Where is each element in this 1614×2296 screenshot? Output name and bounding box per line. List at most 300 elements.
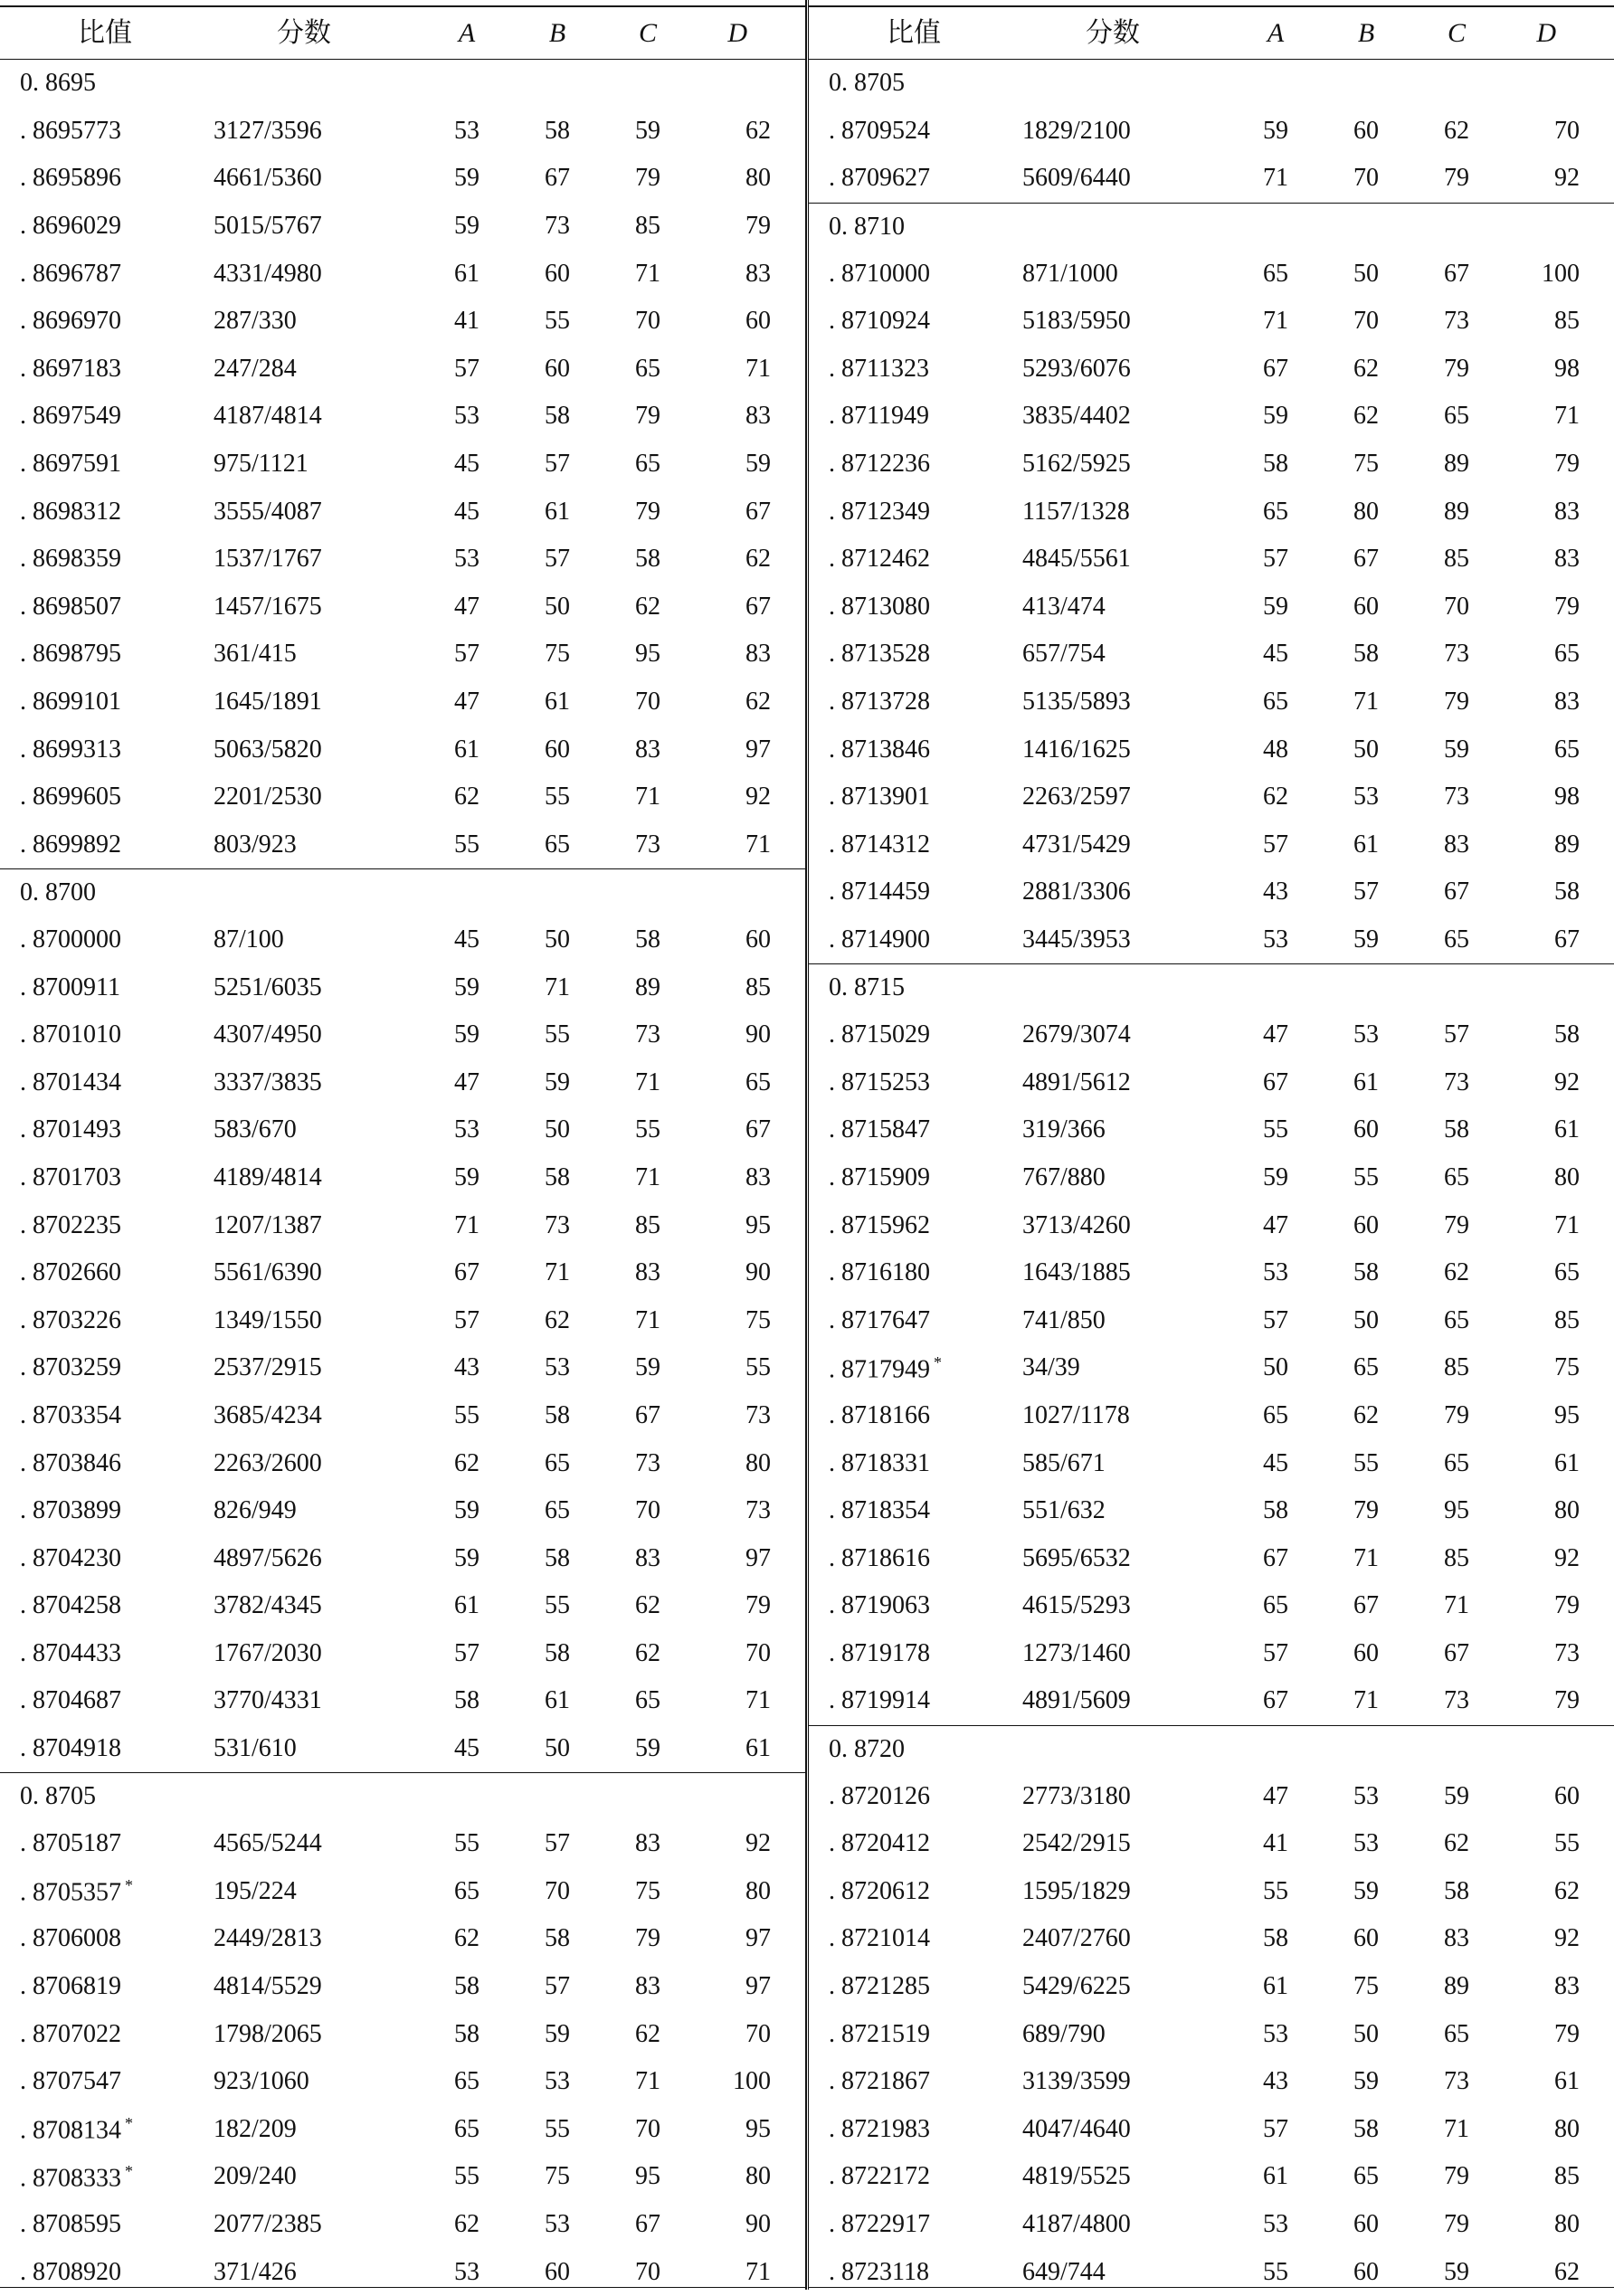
ratio-cell xyxy=(0,1067,214,1096)
b-cell: 70 xyxy=(1353,307,1379,336)
d-cell: 83 xyxy=(1554,497,1580,526)
table-row xyxy=(0,108,805,156)
a-cell: 45 xyxy=(454,450,479,479)
group-header-row xyxy=(809,963,1614,1011)
table-row xyxy=(0,441,805,489)
ratio-cell xyxy=(0,356,214,382)
d-cell: 58 xyxy=(1554,878,1580,906)
a-cell: 59 xyxy=(1263,116,1288,145)
a-cell: 57 xyxy=(1263,830,1288,859)
ratio-value: . 8721867 xyxy=(829,2067,930,2096)
header-row xyxy=(809,7,1614,60)
b-cell: 58 xyxy=(545,1162,570,1191)
d-cell: 83 xyxy=(1554,688,1580,716)
a-cell: 65 xyxy=(1263,688,1288,716)
group-label: 0. 8720 xyxy=(829,1734,905,1763)
b-cell: 60 xyxy=(545,2257,570,2286)
d-cell: 71 xyxy=(1554,1210,1580,1239)
d-cell: 92 xyxy=(1554,1067,1580,1096)
b-cell: 60 xyxy=(545,735,570,764)
table-row xyxy=(809,1439,1614,1487)
ratio-cell xyxy=(809,1400,1022,1429)
d-cell: 92 xyxy=(1554,164,1580,193)
b-cell: 59 xyxy=(1353,2067,1379,2096)
d-cell: 90 xyxy=(745,2210,771,2239)
ratio-value: . 8706819 xyxy=(20,1972,121,2001)
fraction-cell: 4615/5293 xyxy=(1022,1591,1131,1620)
ratio-value: . 8700000 xyxy=(20,925,121,954)
table-row xyxy=(0,1677,805,1725)
b-cell: 60 xyxy=(1353,116,1379,145)
fraction-cell: 3337/3835 xyxy=(214,1067,322,1096)
b-cell: 59 xyxy=(545,2019,570,2048)
ratio-cell xyxy=(0,1877,214,1905)
c-cell: 79 xyxy=(1444,2162,1469,2191)
a-cell: 47 xyxy=(454,688,479,716)
group-label: 0. 8705 xyxy=(829,69,905,98)
ratio-value: . 8720126 xyxy=(829,1781,930,1810)
d-cell: 79 xyxy=(1554,592,1580,621)
fraction-cell: 3555/4087 xyxy=(214,497,322,526)
ratio-cell xyxy=(0,1638,214,1667)
d-cell: 65 xyxy=(1554,1258,1580,1287)
c-cell: 83 xyxy=(1444,830,1469,859)
a-cell: 55 xyxy=(454,2162,479,2191)
a-cell: 57 xyxy=(454,1305,479,1334)
group-header-row xyxy=(0,1772,805,1820)
left-panel-body xyxy=(0,60,805,2296)
a-cell: 59 xyxy=(454,1162,479,1191)
c-cell: 67 xyxy=(1444,259,1469,288)
ratio-value: . 8711323 xyxy=(829,354,929,383)
table-row xyxy=(0,821,805,869)
fraction-cell: 1349/1550 xyxy=(214,1305,322,1334)
ratio-value: . 8695773 xyxy=(20,116,121,145)
b-cell: 50 xyxy=(1353,2019,1379,2048)
table-row xyxy=(0,1392,805,1440)
table-row xyxy=(809,1677,1614,1725)
d-cell: 83 xyxy=(745,640,771,669)
table-row xyxy=(0,1868,805,1916)
ratio-value: . 8695896 xyxy=(20,164,121,193)
fraction-cell: 4891/5609 xyxy=(1022,1686,1131,1715)
b-cell: 55 xyxy=(545,2114,570,2143)
a-cell: 71 xyxy=(1263,164,1288,193)
ratio-value: . 8703259 xyxy=(20,1353,121,1382)
bottom-rule xyxy=(809,2287,1614,2289)
d-cell: 85 xyxy=(745,972,771,1001)
table-row xyxy=(0,1725,805,1773)
ratio-value: . 8704918 xyxy=(20,1734,121,1763)
a-cell: 53 xyxy=(1263,2019,1288,2048)
fraction-cell: 2773/3180 xyxy=(1022,1781,1131,1810)
c-cell: 83 xyxy=(635,1829,660,1858)
c-cell: 62 xyxy=(635,1638,660,1667)
ratio-value: . 8723118 xyxy=(829,2257,929,2286)
a-cell: 65 xyxy=(1263,497,1288,526)
c-cell: 67 xyxy=(635,1400,660,1429)
b-cell: 67 xyxy=(1353,545,1379,574)
ratio-value: . 8705187 xyxy=(20,1829,121,1858)
ratio-cell xyxy=(809,1781,1022,1810)
d-cell: 85 xyxy=(1554,1305,1580,1334)
a-cell: 53 xyxy=(454,2257,479,2286)
ratio-cell xyxy=(809,1117,1022,1143)
ratio-cell xyxy=(0,2115,214,2143)
a-cell: 55 xyxy=(1263,1115,1288,1144)
b-cell: 55 xyxy=(545,1591,570,1620)
a-cell: 53 xyxy=(1263,1258,1288,1287)
a-cell: 53 xyxy=(454,545,479,574)
fraction-cell: 361/415 xyxy=(214,640,297,669)
table-row xyxy=(809,1963,1614,2011)
fraction-cell: 5561/6390 xyxy=(214,1258,322,1287)
b-cell: 67 xyxy=(545,164,570,193)
ratio-cell xyxy=(809,737,1022,763)
d-cell: 95 xyxy=(745,2114,771,2143)
fraction-cell: 2881/3306 xyxy=(1022,878,1131,906)
a-cell: 45 xyxy=(1263,640,1288,669)
b-cell: 60 xyxy=(545,259,570,288)
a-cell: 53 xyxy=(1263,2210,1288,2239)
a-cell: 62 xyxy=(454,2210,479,2239)
table-row xyxy=(809,1106,1614,1154)
fraction-cell: 3139/3599 xyxy=(1022,2067,1131,2096)
b-cell: 57 xyxy=(545,1829,570,1858)
header-fraction: 分数 xyxy=(277,17,331,48)
d-cell: 97 xyxy=(745,735,771,764)
fraction-cell: 657/754 xyxy=(1022,640,1106,669)
ratio-value: . 8712349 xyxy=(829,497,930,526)
d-cell: 75 xyxy=(1554,1353,1580,1382)
ratio-cell xyxy=(0,2212,214,2237)
ratio-cell xyxy=(809,1974,1022,1999)
b-cell: 65 xyxy=(545,1496,570,1525)
c-cell: 71 xyxy=(635,783,660,811)
table-row xyxy=(0,1058,805,1106)
table-row xyxy=(0,2248,805,2296)
fraction-cell: 649/744 xyxy=(1022,2257,1106,2286)
table-row xyxy=(0,1534,805,1582)
table-row xyxy=(0,2153,805,2201)
a-cell: 71 xyxy=(1263,307,1288,336)
ratio-cell xyxy=(0,1736,214,1761)
table-row xyxy=(809,1772,1614,1820)
c-cell: 73 xyxy=(1444,640,1469,669)
ratio-value: . 8722172 xyxy=(829,2162,930,2191)
fraction-cell: 209/240 xyxy=(214,2162,297,2191)
fraction-cell: 5183/5950 xyxy=(1022,307,1131,336)
a-cell: 67 xyxy=(1263,1543,1288,1572)
right-panel xyxy=(809,0,1614,2290)
a-cell: 57 xyxy=(454,354,479,383)
d-cell: 80 xyxy=(1554,1162,1580,1191)
c-cell: 62 xyxy=(1444,1258,1469,1287)
fraction-cell: 1027/1178 xyxy=(1022,1400,1130,1429)
a-cell: 47 xyxy=(1263,1210,1288,1239)
ratio-value: . 8708333 xyxy=(20,2164,121,2193)
ratio-value: . 8713528 xyxy=(829,640,930,669)
d-cell: 98 xyxy=(1554,783,1580,811)
ratio-cell xyxy=(809,927,1022,953)
b-cell: 57 xyxy=(1353,878,1379,906)
c-cell: 73 xyxy=(1444,307,1469,336)
c-cell: 85 xyxy=(635,212,660,241)
ratio-cell xyxy=(0,1260,214,1286)
c-cell: 70 xyxy=(635,2114,660,2143)
a-cell: 43 xyxy=(1263,2067,1288,2096)
b-cell: 58 xyxy=(1353,640,1379,669)
ratio-value: . 8719063 xyxy=(829,1591,930,1620)
table-row xyxy=(809,1534,1614,1582)
a-cell: 41 xyxy=(454,307,479,336)
c-cell: 62 xyxy=(635,592,660,621)
table-row xyxy=(809,155,1614,203)
c-cell: 95 xyxy=(1444,1496,1469,1525)
table-row xyxy=(0,583,805,631)
c-cell: 57 xyxy=(1444,1020,1469,1049)
table-row xyxy=(809,1201,1614,1249)
fraction-cell: 87/100 xyxy=(214,925,284,954)
a-cell: 53 xyxy=(454,1115,479,1144)
bottom-rule xyxy=(0,2287,805,2289)
b-cell: 50 xyxy=(1353,1305,1379,1334)
table-row xyxy=(0,1011,805,1059)
fraction-cell: 5293/6076 xyxy=(1022,354,1131,383)
ratio-cell xyxy=(0,927,214,953)
ratio-value: . 8697591 xyxy=(20,450,121,479)
table-row xyxy=(809,108,1614,156)
d-cell: 55 xyxy=(1554,1829,1580,1858)
a-cell: 67 xyxy=(1263,1686,1288,1715)
b-cell: 75 xyxy=(1353,450,1379,479)
a-cell: 59 xyxy=(1263,402,1288,431)
fraction-cell: 5429/6225 xyxy=(1022,1972,1131,2001)
a-cell: 57 xyxy=(1263,545,1288,574)
c-cell: 67 xyxy=(1444,1638,1469,1667)
b-cell: 50 xyxy=(545,1115,570,1144)
a-cell: 61 xyxy=(454,1591,479,1620)
fraction-cell: 1273/1460 xyxy=(1022,1638,1131,1667)
ratio-cell xyxy=(0,1974,214,1999)
ratio-value: . 8716180 xyxy=(829,1258,930,1287)
header-b: B xyxy=(548,17,566,48)
c-cell: 79 xyxy=(635,402,660,431)
d-cell: 92 xyxy=(745,783,771,811)
table-row xyxy=(809,2153,1614,2201)
a-cell: 59 xyxy=(1263,592,1288,621)
ratio-value: . 8697549 xyxy=(20,402,121,431)
d-cell: 79 xyxy=(1554,2019,1580,2048)
d-cell: 65 xyxy=(745,1067,771,1096)
table-row xyxy=(809,1058,1614,1106)
fraction-cell: 195/224 xyxy=(214,1876,297,1905)
table-row xyxy=(0,773,805,821)
b-cell: 75 xyxy=(545,2162,570,2191)
ratio-value: . 8704433 xyxy=(20,1638,121,1667)
table-row xyxy=(0,963,805,1011)
ratio-value: . 8713846 xyxy=(829,735,930,764)
d-cell: 97 xyxy=(745,1543,771,1572)
table-row xyxy=(0,298,805,346)
fraction-cell: 4819/5525 xyxy=(1022,2162,1131,2191)
fraction-cell: 4307/4950 xyxy=(214,1020,322,1049)
d-cell: 70 xyxy=(745,2019,771,2048)
b-cell: 70 xyxy=(545,1876,570,1905)
fraction-cell: 34/39 xyxy=(1022,1353,1080,1382)
table-row xyxy=(0,678,805,726)
d-cell: 90 xyxy=(745,1020,771,1049)
ratio-cell xyxy=(809,1022,1022,1048)
d-cell: 67 xyxy=(745,592,771,621)
a-cell: 59 xyxy=(454,972,479,1001)
ratio-cell xyxy=(0,1162,214,1191)
ratio-cell xyxy=(809,1498,1022,1523)
b-cell: 58 xyxy=(545,1924,570,1953)
c-cell: 65 xyxy=(635,1686,660,1715)
ratio-cell xyxy=(809,1593,1022,1618)
a-cell: 55 xyxy=(454,1400,479,1429)
a-cell: 47 xyxy=(1263,1020,1288,1049)
header-fraction: 分数 xyxy=(1086,17,1140,48)
ratio-value: . 8696029 xyxy=(20,212,121,241)
ratio-cell xyxy=(809,1260,1022,1286)
a-cell: 67 xyxy=(454,1258,479,1287)
fraction-cell: 2201/2530 xyxy=(214,783,322,811)
b-cell: 79 xyxy=(1353,1496,1379,1525)
a-cell: 55 xyxy=(454,1829,479,1858)
d-cell: 80 xyxy=(1554,2210,1580,2239)
d-cell: 61 xyxy=(1554,1448,1580,1477)
ratio-cell xyxy=(0,1926,214,1951)
fraction-cell: 1157/1328 xyxy=(1022,497,1130,526)
b-cell: 55 xyxy=(545,307,570,336)
fraction-cell: 2407/2760 xyxy=(1022,1924,1131,1953)
table-row xyxy=(0,1630,805,1678)
d-cell: 73 xyxy=(1554,1638,1580,1667)
c-cell: 70 xyxy=(635,307,660,336)
a-cell: 62 xyxy=(454,1448,479,1477)
table-row xyxy=(809,1915,1614,1963)
d-cell: 67 xyxy=(745,1115,771,1144)
ratio-value: . 8719178 xyxy=(829,1638,930,1667)
d-cell: 92 xyxy=(745,1829,771,1858)
d-cell: 73 xyxy=(745,1496,771,1525)
group-label: 0. 8705 xyxy=(20,1782,96,1811)
d-cell: 100 xyxy=(733,2067,771,2096)
a-cell: 59 xyxy=(1263,1162,1288,1191)
table-row xyxy=(0,536,805,583)
a-cell: 59 xyxy=(454,212,479,241)
fraction-cell: 287/330 xyxy=(214,307,297,336)
ratio-cell xyxy=(809,116,1022,145)
b-cell: 62 xyxy=(1353,1400,1379,1429)
a-cell: 65 xyxy=(1263,1400,1288,1429)
left-panel xyxy=(0,0,805,2290)
d-cell: 100 xyxy=(1542,259,1580,288)
b-cell: 61 xyxy=(545,1686,570,1715)
ratio-value: . 8722917 xyxy=(829,2210,930,2239)
c-cell: 83 xyxy=(1444,1924,1469,1953)
d-cell: 92 xyxy=(1554,1543,1580,1572)
ratio-cell xyxy=(809,2114,1022,2143)
a-cell: 61 xyxy=(454,259,479,288)
ratio-cell xyxy=(0,689,214,715)
header-row xyxy=(0,7,805,60)
fraction-cell: 923/1060 xyxy=(214,2067,309,2096)
c-cell: 89 xyxy=(1444,497,1469,526)
c-cell: 65 xyxy=(635,450,660,479)
b-cell: 60 xyxy=(1353,1115,1379,1144)
fraction-cell: 247/284 xyxy=(214,354,297,383)
fraction-cell: 871/1000 xyxy=(1022,259,1118,288)
ratio-cell xyxy=(809,1354,1022,1382)
fraction-cell: 413/474 xyxy=(1022,592,1106,621)
b-cell: 58 xyxy=(545,402,570,431)
table-row xyxy=(0,2201,805,2249)
table-row xyxy=(0,2058,805,2106)
a-cell: 62 xyxy=(454,783,479,811)
a-cell: 55 xyxy=(1263,1876,1288,1905)
ratio-value: . 8715909 xyxy=(829,1162,930,1191)
table-row xyxy=(809,441,1614,489)
ratio-value: . 8709627 xyxy=(829,164,930,193)
c-cell: 65 xyxy=(1444,402,1469,431)
c-cell: 65 xyxy=(635,354,660,383)
header-b: B xyxy=(1357,17,1375,48)
fraction-cell: 3445/3953 xyxy=(1022,925,1131,954)
ratio-value: . 8717949 xyxy=(829,1354,930,1383)
ratio-cell xyxy=(0,1831,214,1856)
c-cell: 79 xyxy=(1444,1400,1469,1429)
ratio-cell xyxy=(809,1448,1022,1477)
ratio-cell xyxy=(809,2019,1022,2048)
a-cell: 57 xyxy=(454,640,479,669)
table-row xyxy=(0,1296,805,1344)
d-cell: 97 xyxy=(745,1924,771,1953)
b-cell: 62 xyxy=(1353,402,1379,431)
b-cell: 53 xyxy=(545,1353,570,1382)
a-cell: 59 xyxy=(454,1496,479,1525)
a-cell: 59 xyxy=(454,1543,479,1572)
ratio-cell xyxy=(809,784,1022,810)
ratio-value: . 8700911 xyxy=(20,972,120,1001)
header-a: A xyxy=(458,17,476,48)
ratio-value: . 8698359 xyxy=(20,545,121,574)
group-label: 0. 8700 xyxy=(20,878,96,906)
ratio-value: . 8703226 xyxy=(20,1305,121,1334)
d-cell: 71 xyxy=(1554,402,1580,431)
ratio-cell xyxy=(809,1926,1022,1951)
d-cell: 79 xyxy=(1554,1591,1580,1620)
d-cell: 61 xyxy=(1554,1115,1580,1144)
fraction-cell: 585/671 xyxy=(1022,1448,1106,1477)
ratio-value: . 8707547 xyxy=(20,2067,121,2096)
ratio-value: . 8697183 xyxy=(20,354,121,383)
ratio-cell xyxy=(0,261,214,287)
ratio-value: . 8720612 xyxy=(829,1876,930,1905)
b-cell: 60 xyxy=(1353,592,1379,621)
group-label: 0. 8715 xyxy=(829,973,905,1002)
b-cell: 53 xyxy=(545,2210,570,2239)
ratio-value: . 8712236 xyxy=(829,450,930,479)
a-cell: 67 xyxy=(1263,354,1288,383)
table-row xyxy=(809,916,1614,964)
fraction-cell: 2542/2915 xyxy=(1022,1829,1131,1858)
ratio-value: . 8720412 xyxy=(829,1829,930,1858)
c-cell: 70 xyxy=(1444,592,1469,621)
table-row xyxy=(0,1963,805,2011)
